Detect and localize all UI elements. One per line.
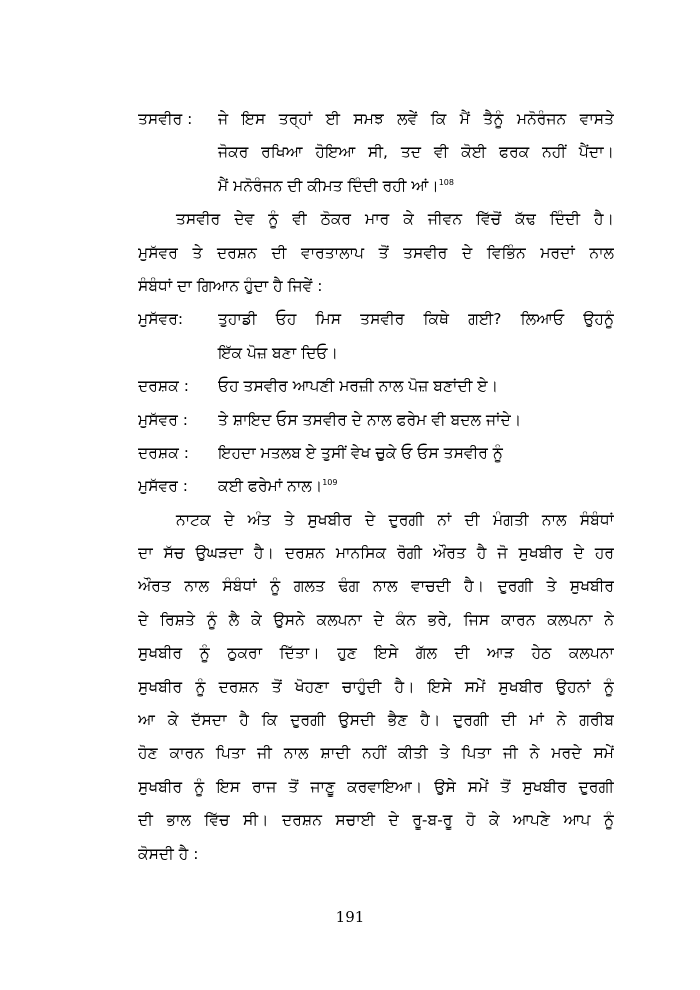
dialogue-text: ਤੇ ਸ਼ਾਇਦ ਓਸ ਤਸਵੀਰ ਦੇ ਨਾਲ ਫਰੇਮ ਵੀ ਬਦਲ ਜਾਂਦੇ। xyxy=(218,410,522,429)
paragraph-line: ਤਸਵੀਰ ਦੇਵ ਨੂੰ ਵੀ ਠੋਕਰ ਮਾਰ ਕੇ ਜੀਵਨ ਵਿੱਚੋਂ ਕੱਢ ਦਿੰਦੀ ਹੈ। xyxy=(176,210,614,229)
dialogue-text: ਤੁਹਾਡੀ ਓਹ ਮਿਸ ਤਸਵੀਰ ਕਿਥੇ ਗਈ? ਲਿਆਓ ਉਹਨੂੰ xyxy=(218,310,614,329)
text-body xyxy=(138,103,614,871)
paragraph-line: ਸੰਬੰਧਾਂ ਦਾ ਗਿਆਨ ਹੁੰਦਾ ਹੈ ਜਿਵੇਂ : xyxy=(138,276,323,295)
dialogue-continuation xyxy=(138,136,614,169)
dialogue-text: ਜੇ ਇਸ ਤਰ੍ਹਾਂ ਈ ਸਮਝ ਲਵੇਂ ਕਿ ਮੈਂ ਤੈਨੂੰ ਮਨੋਰੰਜਨ ਵਾਸਤੇ xyxy=(218,110,614,128)
dialogue-continuation xyxy=(138,170,614,203)
speaker-label: ਦਰਸ਼ਕ : xyxy=(138,443,189,462)
dialogue-line xyxy=(138,470,614,503)
page-number: 191 xyxy=(335,908,365,926)
paragraph-line: ਸੁਖਬੀਰ ਨੂੰ ਠੁਕਰਾ ਦਿੱਤਾ। ਹੁਣ ਇਸੇ ਗੱਲ ਦੀ ਆੜ ਹੇਠ ਕਲਪਨਾ xyxy=(138,644,614,663)
footnote-marker: 108 xyxy=(438,177,454,187)
dialogue-continuation xyxy=(138,337,614,370)
dialogue-text: ਮੈਂ ਮਨੋਰੰਜਨ ਦੀ ਕੀਮਤ ਦਿੰਦੀ ਰਹੀ ਆਂ। xyxy=(218,176,439,195)
dialogue-text: ਕਈ ਫਰੇਮਾਂ ਨਾਲ। xyxy=(218,477,323,496)
speaker-label: ਦਰਸ਼ਕ : xyxy=(138,377,189,396)
speaker-label: ਮੁਸੱਵਰ: xyxy=(138,310,184,329)
dialogue-line xyxy=(138,303,614,336)
footnote-marker: 109 xyxy=(322,478,338,488)
dialogue-line xyxy=(138,103,614,136)
paragraph-line: ਆ ਕੇ ਦੱਸਦਾ ਹੈ ਕਿ ਦੁਰਗੀ ਉਸਦੀ ਭੈਣ ਹੈ। ਦੁਰਗੀ ਦੀ ਮਾਂ ਨੇ ਗਰੀਬ xyxy=(138,711,614,730)
paragraph-line: ਦਾ ਸੱਚ ਉਘੜਦਾ ਹੈ। ਦਰਸ਼ਨ ਮਾਨਸਿਕ ਰੋਗੀ ਔਰਤ ਹੈ ਜੋ ਸੁਖਬੀਰ ਦੇ ਹਰ xyxy=(138,544,614,563)
paragraph-line: ਔਰਤ ਨਾਲ ਸੰਬੰਧਾਂ ਨੂੰ ਗਲਤ ਢੰਗ ਨਾਲ ਵਾਚਦੀ ਹੈ। ਦੁਰਗੀ ਤੇ ਸੁਖਬੀਰ xyxy=(138,577,614,596)
dialogue-line xyxy=(138,437,614,470)
speaker-label: ਮੁਸੱਵਰ : xyxy=(138,477,188,496)
paragraph-line: ਦੇ ਰਿਸ਼ਤੇ ਨੂੰ ਲੈ ਕੇ ਉਸਨੇ ਕਲਪਨਾ ਦੇ ਕੰਨ ਭਰੇ, ਜਿਸ ਕਾਰਨ ਕਲਪਨਾ ਨੇ xyxy=(138,610,614,629)
speaker-label: ਮੁਸੱਵਰ : xyxy=(138,410,188,429)
speaker-label: ਤਸਵੀਰ : xyxy=(138,110,193,128)
paragraph-line: ਦੀ ਭਾਲ ਵਿੱਚ ਸੀ। ਦਰਸ਼ਨ ਸਚਾਈ ਦੇ ਰੂ-ਬ-ਰੂ ਹੋ ਕੇ ਆਪਣੇ ਆਪ ਨੂੰ xyxy=(138,811,614,830)
paragraph-line: ਨਾਟਕ ਦੇ ਅੰਤ ਤੇ ਸੁਖਬੀਰ ਦੇ ਦੁਰਗੀ ਨਾਂ ਦੀ ਮੰਗਤੀ ਨਾਲ ਸੰਬੰਧਾਂ xyxy=(176,510,614,529)
paragraph-line: ਕੋਸਦੀ ਹੈ : xyxy=(138,844,199,863)
paragraph-line: ਸੁਖਬੀਰ ਨੂੰ ਇਸ ਰਾਜ ਤੋਂ ਜਾਣੂ ਕਰਵਾਇਆ। ਉਸੇ ਸਮੇਂ ਤੋਂ ਸੁਖਬੀਰ ਦੁਰਗੀ xyxy=(138,777,614,796)
dialogue-text: ਇੱਕ ਪੋਜ਼ ਬਣਾ ਦਿਓ। xyxy=(218,343,338,362)
dialogue-text-wrap xyxy=(218,470,614,503)
dialogue-line xyxy=(138,404,614,437)
dialogue-text: ਜੋਕਰ ਰਖਿਆ ਹੋਇਆ ਸੀ, ਤਦ ਵੀ ਕੋਈ ਫਰਕ ਨਹੀਂ ਪੈਂਦਾ। xyxy=(218,143,614,162)
paragraph-line: ਮੁਸੱਵਰ ਤੇ ਦਰਸ਼ਨ ਦੀ ਵਾਰਤਾਲਾਪ ਤੋਂ ਤਸਵੀਰ ਦੇ ਵਿਭਿੰਨ ਮਰਦਾਂ ਨਾਲ xyxy=(138,243,614,262)
paragraph-line: ਸੁਖਬੀਰ ਨੂੰ ਦਰਸ਼ਨ ਤੋਂ ਖੋਹਣਾ ਚਾਹੁੰਦੀ ਹੈ। ਇਸੇ ਸਮੇਂ ਸੁਖਬੀਰ ਉਹਨਾਂ ਨੂੰ xyxy=(138,677,614,696)
dialogue-text: ਇਹਦਾ ਮਤਲਬ ਏ ਤੁਸੀਂ ਵੇਖ ਚੁਕੇ ਓ ਓਸ ਤਸਵੀਰ ਨੂੰ xyxy=(218,443,503,462)
dialogue-line xyxy=(138,370,614,403)
paragraph-line: ਹੋਣ ਕਾਰਨ ਪਿਤਾ ਜੀ ਨਾਲ ਸ਼ਾਦੀ ਨਹੀਂ ਕੀਤੀ ਤੇ ਪਿਤਾ ਜੀ ਨੇ ਮਰਦੇ ਸਮੇਂ xyxy=(138,744,614,763)
dialogue-text: ਓਹ ਤਸਵੀਰ ਆਪਣੀ ਮਰਜ਼ੀ ਨਾਲ ਪੋਜ਼ ਬਣਾਂਦੀ ਏ। xyxy=(218,377,499,396)
